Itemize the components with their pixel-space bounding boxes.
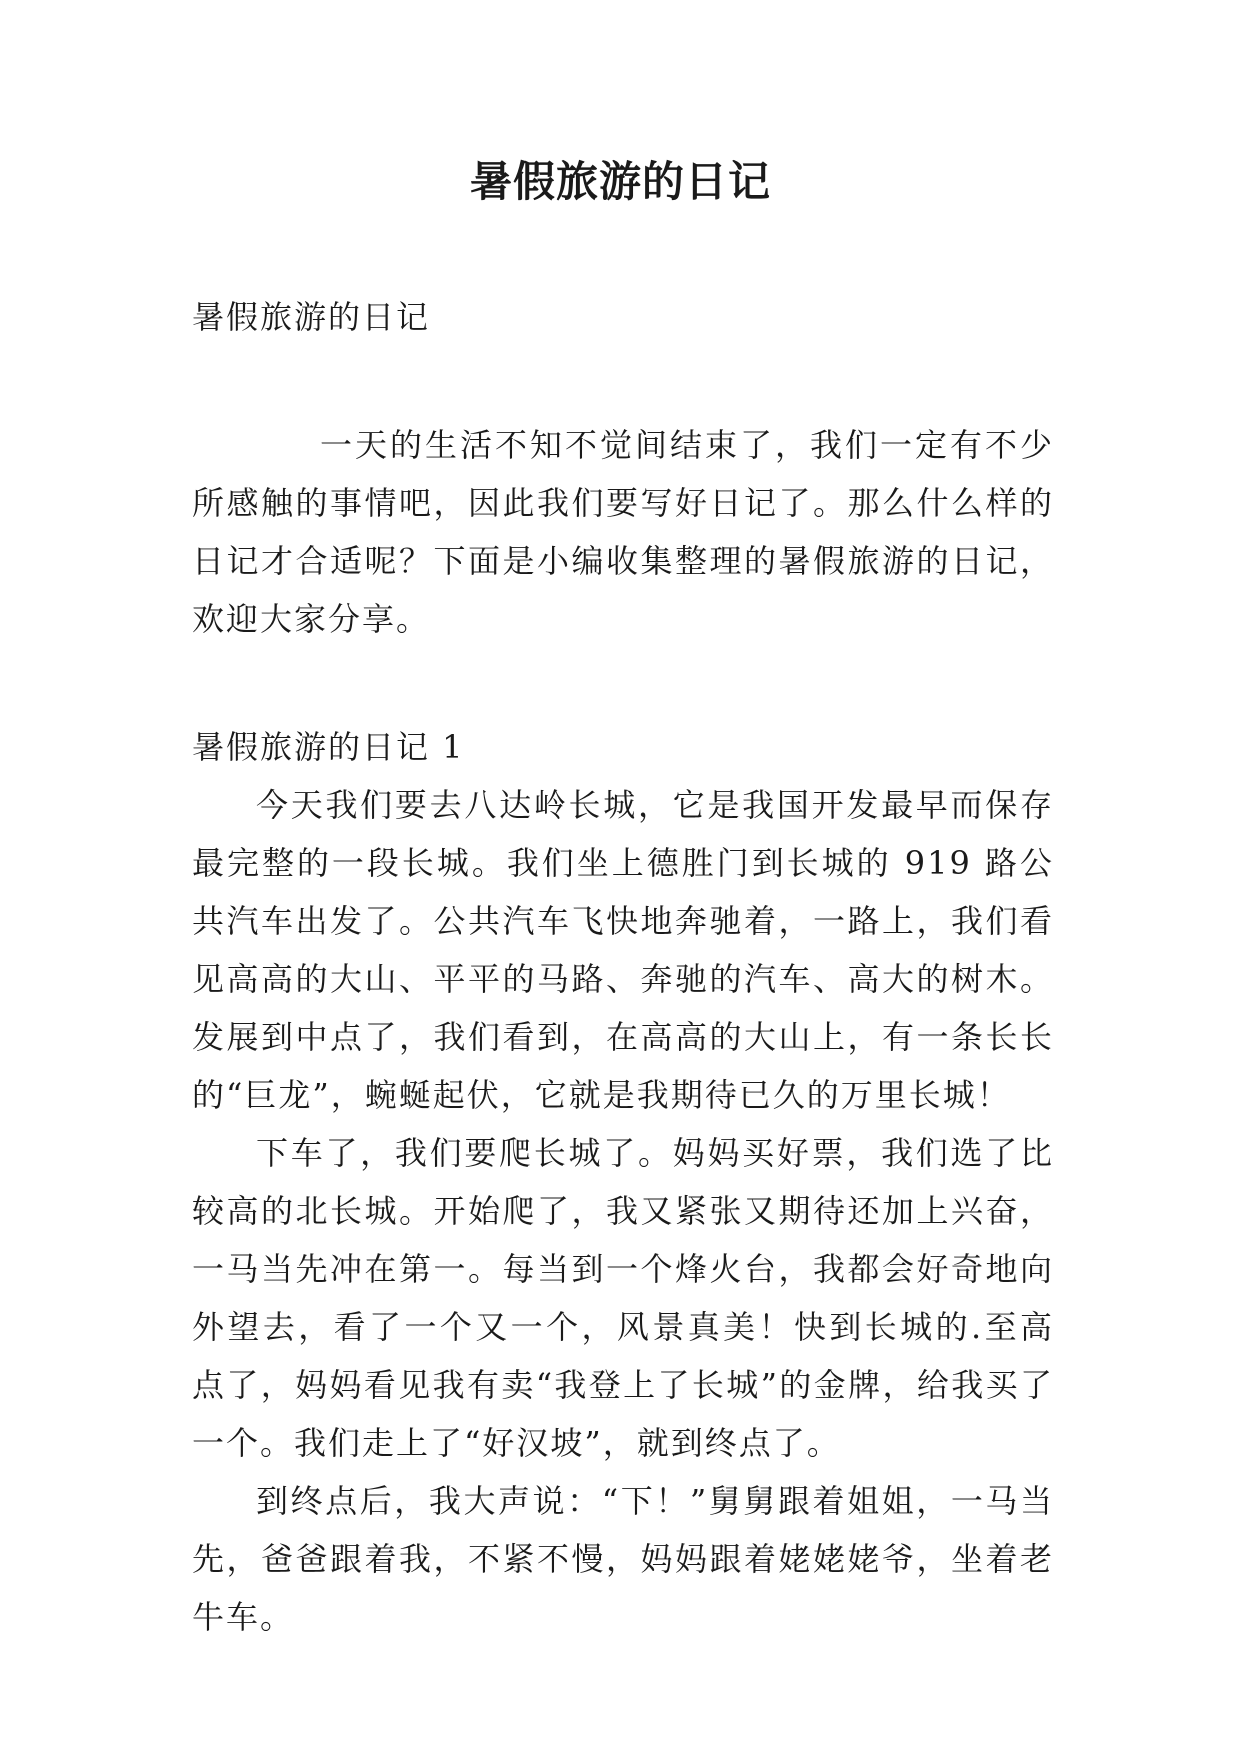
body-paragraph: 下车了，我们要爬长城了。妈妈买好票，我们选了比较高的北长城。开始爬了，我又紧张又期待还加上兴奋，一马当先冲在第一。每当到一个烽火台，我都会好奇地向外望去，看了一个又一个，风景真美！快到长城的.至高点了，妈妈看见我有卖“我登上了长城”的金牌，给我买了一个。我们走上了“好汉坡”，就到终点了。 — [192, 1134, 1054, 1462]
body-paragraph: 今天我们要去八达岭长城，它是我国开发最早而保存最完整的一段长城。我们坐上德胜门到长城的 919 路公共汽车出发了。公共汽车飞快地奔驰着，一路上，我们看见高高的大山、平平的马路、奔驰的汽车、高大的树木。发展到中点了，我们看到，在高高的大山上，有一条长长的“巨龙”，蜿蜒起伏，它就是我期待已久的万里长城！ — [192, 786, 1054, 1114]
intro-paragraph: 一天的生活不知不觉间结束了，我们一定有不少所感触的事情吧，因此我们要写好日记了。那么什么样的日记才合适呢？下面是小编收集整理的暑假旅游的日记，欢迎大家分享。 — [192, 426, 1054, 638]
section-heading: 暑假旅游的日记 1 — [192, 728, 465, 766]
document-subtitle: 暑假旅游的日记 — [192, 298, 431, 336]
body-paragraph: 到终点后，我大声说：“下！”舅舅跟着姐姐，一马当先，爸爸跟着我，不紧不慢，妈妈跟着姥姥姥爷，坐着老牛车。 — [192, 1482, 1054, 1636]
document-body — [192, 288, 1054, 1646]
document-title: 暑假旅游的日记 — [469, 157, 771, 206]
